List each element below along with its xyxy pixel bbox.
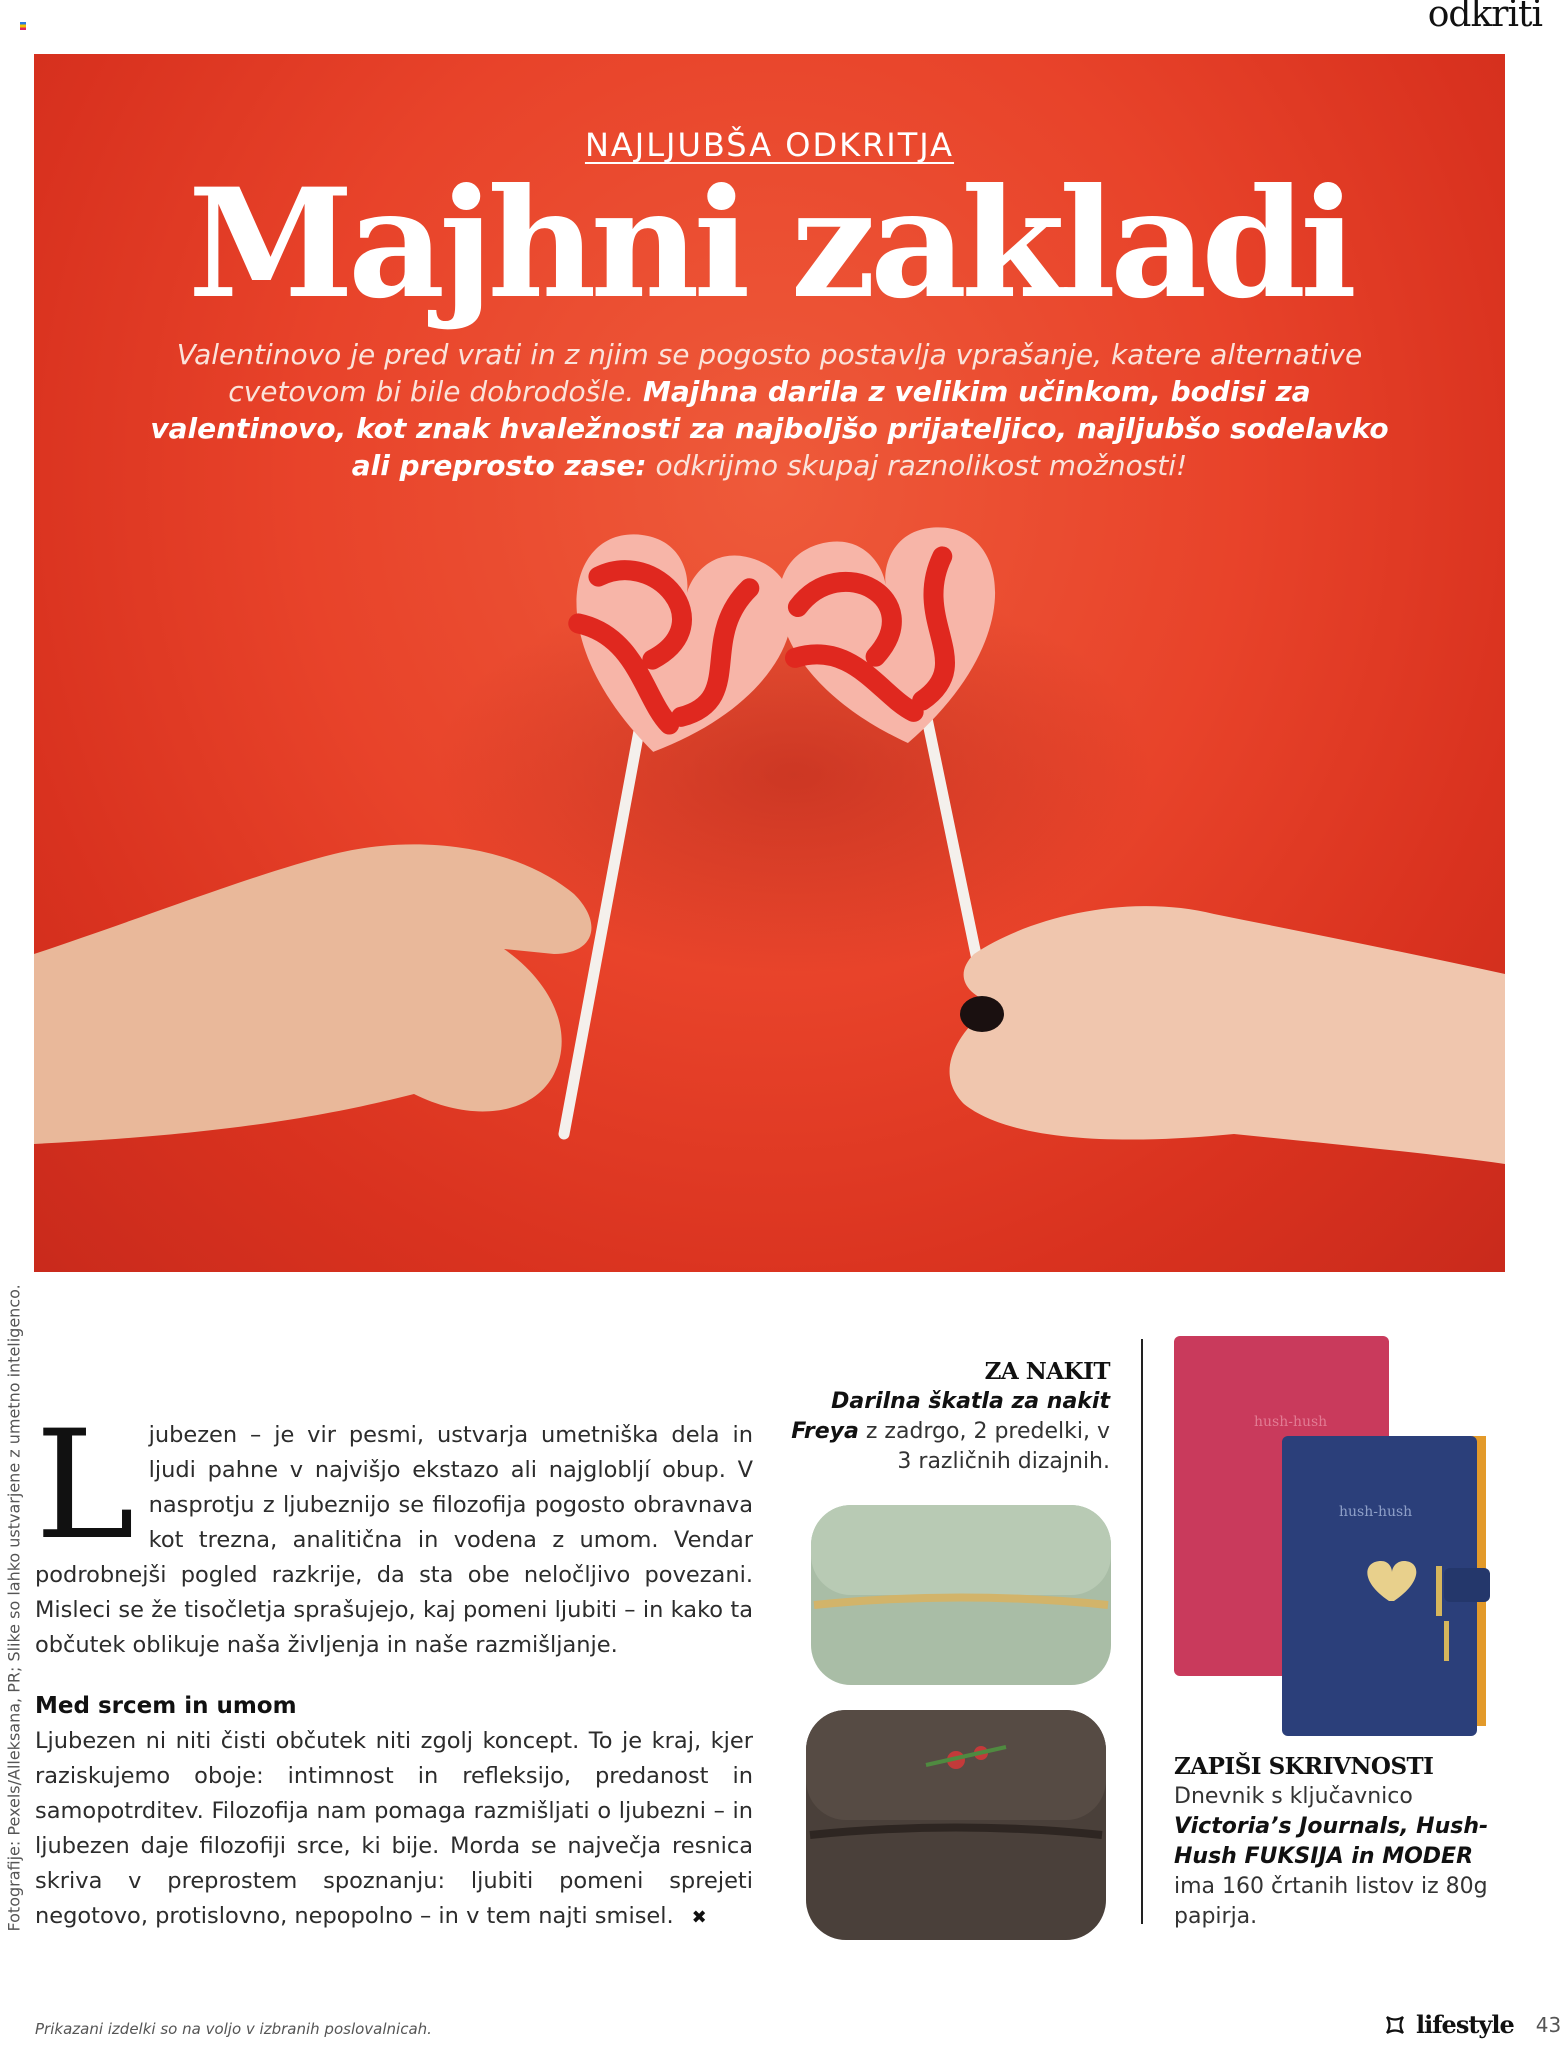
product-heading: ZA NAKIT (984, 1358, 1110, 1385)
paragraph-2: Ljubezen ni niti čisti občutek niti zgolj koncept. To je kraj, kjer raziskujemo oboje: intimnost in refleksijo, predanost in samopotrditev. Filozofija nam pomaga razmišljati o ljubezni – in ljubezen daje filozofiji srce, ki bije. Morda se največja resnica skriva v preprostem spoznanju: ljubiti pomeni sprejeti negotovo, protislovno, nepopolno – in v tem najti smisel. ✖ (35, 1724, 753, 1935)
hero-photo (34, 54, 1505, 1272)
nail-polish (960, 996, 1004, 1032)
product-name: Darilna škatla za nakit Freya (791, 1389, 1110, 1444)
product-desc: ima 160 črtanih listov iz 80g papirja. (1174, 1874, 1488, 1929)
svg-text:hush-hush: hush-hush (1254, 1414, 1328, 1430)
left-hand (34, 844, 591, 1144)
subheading: Med srcem in umom (35, 1693, 297, 1719)
section-label: odkriti (1427, 0, 1542, 35)
article-title: Majhni zakladi (187, 156, 1352, 332)
right-hand (950, 906, 1505, 1164)
notebooks-image (1174, 1336, 1494, 1746)
article-kicker: NAJLJUBŠA ODKRITJA (584, 126, 955, 164)
product-journal (1174, 1752, 1504, 1932)
svg-text:hush-hush: hush-hush (1339, 1504, 1413, 1520)
lifestyle-logo-icon (1384, 2014, 1406, 2036)
column-divider (1141, 1339, 1143, 1924)
article-body (35, 1399, 753, 1935)
article-intro: Valentinovo je pred vrati in z njim se pogosto postavlja vprašanje, katere alternative cvetovom bi bile dobrodošle. Majhna darila z velikim učinkom, bodisi za valentinovo, kot znak hvaležnosti za najboljšo prijateljico, najljubšo sodelavko ali preprosto zase: odkrijmo skupaj raznolikost možnosti! (150, 338, 1389, 482)
product-desc: z zadrgo, 2 predelki, v 3 različnih dizajnih. (858, 1419, 1110, 1474)
product-heading: ZAPIŠI SKRIVNOSTI (1174, 1753, 1434, 1780)
registration-mark (20, 22, 26, 30)
end-mark-icon: ✖ (691, 1907, 707, 1928)
product-jewelry-box (780, 1357, 1110, 1477)
drop-cap: L (35, 1399, 135, 1573)
jewelry-box-image (806, 1495, 1116, 1945)
page-number: 43 (1535, 2012, 1561, 2037)
paragraph-1: jubezen – je vir pesmi, ustvarja umetniška dela in ljudi pahne v najvišjo ekstazo ali najglobljí obup. V nasprotju z ljubeznijo se filozofija pogosto obravnava kot trezna, analitična in vodena z umom. Vendar podrobnejši pogled razkrije, da sta obe neločljivo povezani. Misleci se že tisočletja sprašujejo, kaj pomeni ljubiti – in kako ta občutek oblikuje naša življenja in naše razmišljanje. (35, 1422, 753, 1658)
photo-credit: Fotografije: Pexels/Alleksana, PR; Slike so lahko ustvarjene z umetno inteligenco. (4, 1284, 24, 1932)
availability-note: Prikazani izdelki so na voljo v izbranih poslovalnicah. (35, 2020, 432, 2038)
product-name: Victoria’s Journals, Hush-Hush FUKSIJA in MODER (1174, 1814, 1489, 1869)
magazine-footer (1384, 2010, 1561, 2039)
brand-name: lifestyle (1416, 2010, 1514, 2039)
product-lead: Dnevnik s ključavnico (1174, 1784, 1413, 1809)
